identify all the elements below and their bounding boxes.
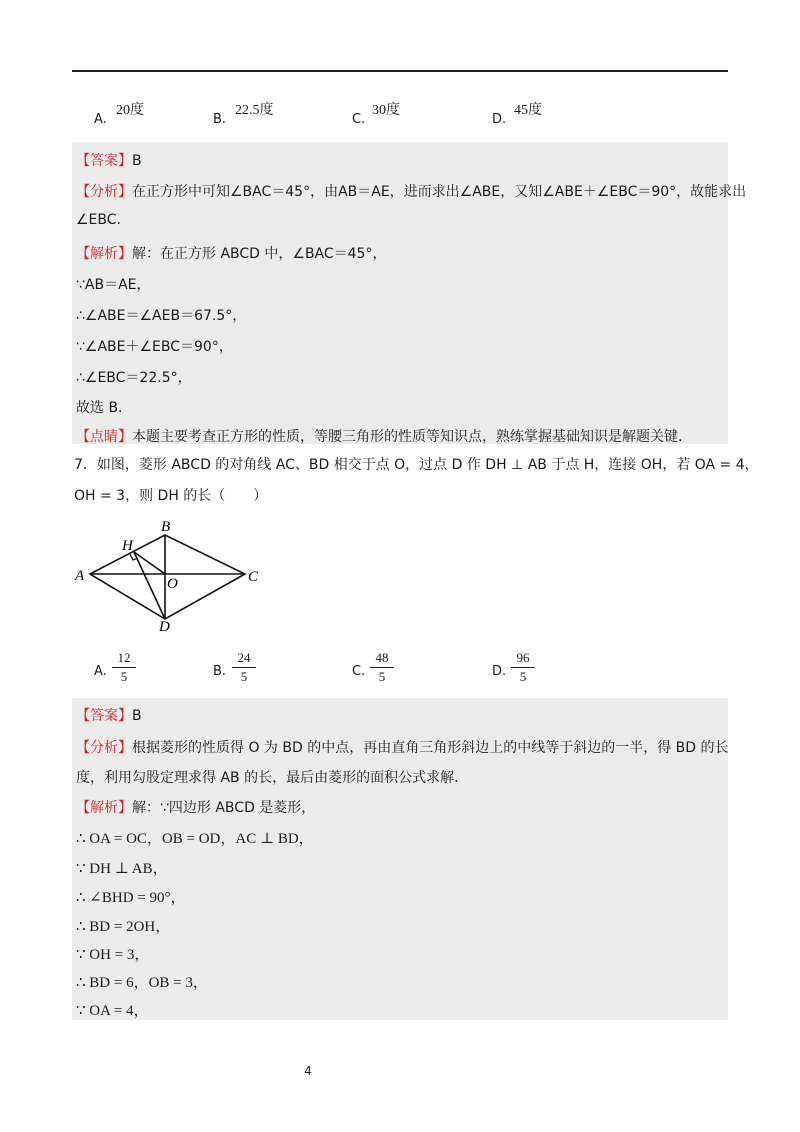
q7-option-c-letter: C. xyxy=(352,664,366,679)
q6-solution-step: ∴∠ABE＝∠AEB＝67.5°， xyxy=(76,308,247,324)
q7-solution-step: ∴ OA = OC，OB = OD，AC ⊥ BD， xyxy=(76,831,314,847)
q7-solution-line: 【解析】解：∵四边形 ABCD 是菱形， xyxy=(76,800,316,816)
q7-solution-step: ∵ DH ⊥ AB， xyxy=(76,861,168,877)
q6-analysis-line1: 【分析】在正方形中可知∠BAC＝45°，由AB＝AE，进而求出∠ABE，又知∠ABE＋∠EBC＝90°，故能求出 xyxy=(76,184,747,200)
q7-analysis-line2: 度，利用勾股定理求得 AB 的长，最后由菱形的面积公式求解. xyxy=(76,770,459,786)
q7-solution-step: ∴ BD = 6，OB = 3， xyxy=(76,975,208,991)
rhombus-figure xyxy=(70,515,270,633)
q6-solution-step: ∵∠ABE＋∠EBC＝90°， xyxy=(76,339,233,355)
q7-answer: 【答案】B xyxy=(76,708,142,724)
q7-option-a-fraction: 12 5 xyxy=(112,650,136,685)
q6-option-c-letter: C. xyxy=(352,112,366,127)
label-a: A xyxy=(75,568,85,584)
q7-analysis-line1: 【分析】根据菱形的性质得 O 为 BD 的中点，再由直角三角形斜边上的中线等于斜边的一半，得 BD 的长 xyxy=(76,740,729,756)
q6-option-d-value: 45度 xyxy=(514,103,542,118)
q6-option-b-value: 22.5度 xyxy=(235,103,274,118)
header-rule xyxy=(72,70,728,72)
q7-option-a-letter: A. xyxy=(94,664,107,679)
label-o: O xyxy=(167,576,178,592)
q7-option-c-fraction: 48 5 xyxy=(370,650,394,685)
q6-solution-line: 【解析】解：在正方形 ABCD 中，∠BAC＝45°， xyxy=(76,246,387,262)
q7-option-d-fraction: 96 5 xyxy=(511,650,535,685)
q6-answer: 【答案】B xyxy=(76,153,142,169)
q6-option-a-value: 20度 xyxy=(116,103,144,118)
label-c: C xyxy=(248,569,259,585)
q6-option-b-letter: B. xyxy=(213,112,227,127)
q6-solution-step: ∴∠EBC＝22.5°， xyxy=(76,370,192,386)
q7-option-d-letter: D. xyxy=(492,664,507,679)
q6-option-c-value: 30度 xyxy=(372,103,400,118)
q7-stem-line1: 7．如图，菱形 ABCD 的对角线 AC、BD 相交于点 O，过点 D 作 DH ⊥ AB 于点 H，连接 OH，若 OA = 4， xyxy=(74,457,759,473)
q7-option-b-fraction: 24 5 xyxy=(232,650,256,685)
q7-solution-step: ∵ OA = 4， xyxy=(76,1003,149,1019)
q6-solution-step: ∵AB＝AE， xyxy=(76,277,151,293)
label-b: B xyxy=(161,519,171,535)
page-number: 4 xyxy=(304,1064,312,1078)
q6-solution-step: 故选 B. xyxy=(76,400,123,416)
label-d: D xyxy=(159,619,170,633)
q6-analysis-line2: ∠EBC. xyxy=(76,212,121,228)
q7-solution-step: ∵ OH = 3， xyxy=(76,947,150,963)
q6-comment: 【点睛】本题主要考查正方形的性质，等腰三角形的性质等知识点，熟练掌握基础知识是解题关键. xyxy=(76,429,683,445)
q6-option-a-letter: A. xyxy=(94,112,107,127)
q7-option-b-letter: B. xyxy=(213,664,227,679)
q7-solution-step: ∴ ∠BHD = 90°， xyxy=(76,890,186,906)
label-h: H xyxy=(122,538,133,554)
q6-option-d-letter: D. xyxy=(492,112,507,127)
q7-solution-step: ∴ BD = 2OH， xyxy=(76,919,171,935)
q7-stem-line2: OH = 3，则 DH 的长（ ） xyxy=(74,488,268,504)
